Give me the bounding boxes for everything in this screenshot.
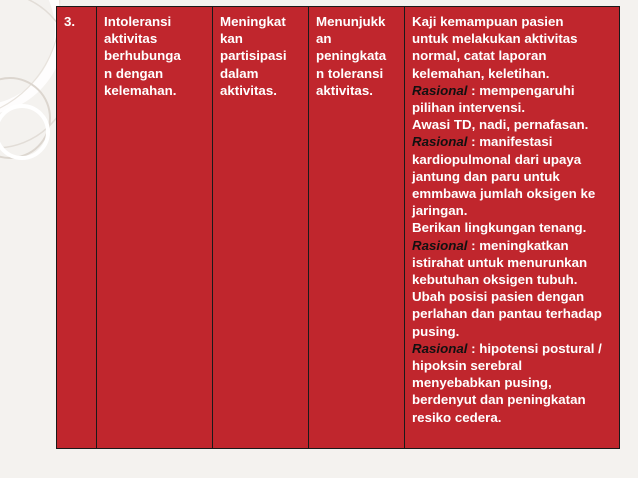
criteria-line: peningkata (316, 48, 387, 64)
intervention-line: Ubah posisi pasien dengan (412, 289, 585, 305)
rationale-line: resiko cedera. (412, 409, 502, 425)
rationale-line: kebutuhan oksigen tubuh. (412, 272, 578, 288)
rationale-line: menyebabkan pusing, (412, 375, 552, 391)
row-number: 3. (64, 14, 76, 29)
rationale-text: : mempengaruhi (467, 82, 575, 98)
intervention-line: Kaji kemampuan pasien (412, 14, 564, 29)
nursing-care-plan-table (56, 6, 620, 449)
diagnosis-line: n dengan (104, 65, 164, 81)
interventions-cell (405, 7, 620, 449)
diagnosis-cell (97, 7, 213, 449)
rationale-label: Rasional (412, 82, 468, 98)
goal-line: dalam (220, 65, 259, 81)
intervention-line: pusing. (412, 323, 460, 339)
goal-line: aktivitas. (220, 82, 277, 98)
rationale-text: : meningkatkan (467, 237, 569, 253)
rationale-line: berdenyut dan peningkatan (412, 392, 586, 408)
rationale-line: hipoksin serebral (412, 358, 523, 374)
goal-line: partisipasi (220, 48, 287, 64)
rationale-line (412, 237, 615, 254)
criteria-cell (309, 7, 405, 449)
goal-cell (213, 7, 309, 449)
rationale-line: pilihan intervensi. (412, 100, 526, 116)
rationale-line: jaringan. (412, 203, 468, 219)
intervention-line: normal, catat laporan (412, 48, 547, 64)
intervention-line: Awasi TD, nadi, pernafasan. (412, 117, 589, 133)
rationale-text: : hipotensi postural / (467, 340, 602, 356)
intervention-line: untuk melakukan aktivitas (412, 31, 578, 47)
rationale-label: Rasional (412, 134, 468, 150)
criteria-line: aktivitas. (316, 82, 373, 98)
rationale-line: kardiopulmonal dari upaya (412, 151, 582, 167)
criteria-line: an (316, 31, 332, 47)
rationale-text: : manifestasi (467, 134, 553, 150)
rationale-line (412, 133, 615, 150)
rationale-line: jantung dan paru untuk (412, 168, 560, 184)
row-number-cell (57, 7, 97, 449)
decorative-ring (0, 106, 48, 158)
rationale-label: Rasional (412, 237, 468, 253)
rationale-line (412, 340, 615, 357)
rationale-line: emmbawa jumlah oksigen ke (412, 186, 596, 202)
intervention-line: perlahan dan pantau terhadap (412, 306, 602, 322)
rationale-line: istirahat untuk menurunkan (412, 254, 588, 270)
rationale-label: Rasional (412, 340, 468, 356)
intervention-line: Berikan lingkungan tenang. (412, 220, 587, 236)
diagnosis-line: kelemahan. (104, 82, 177, 98)
criteria-line: n toleransi (316, 65, 384, 81)
diagnosis-line: berhubunga (104, 48, 181, 64)
criteria-line: Menunjukk (316, 14, 386, 29)
goal-line: kan (220, 31, 243, 47)
goal-line: Meningkat (220, 14, 286, 29)
diagnosis-line: aktivitas (104, 31, 158, 47)
table-row (57, 7, 620, 449)
diagnosis-line: Intoleransi (104, 14, 172, 29)
intervention-line: kelemahan, keletihan. (412, 65, 550, 81)
rationale-line (412, 82, 615, 99)
